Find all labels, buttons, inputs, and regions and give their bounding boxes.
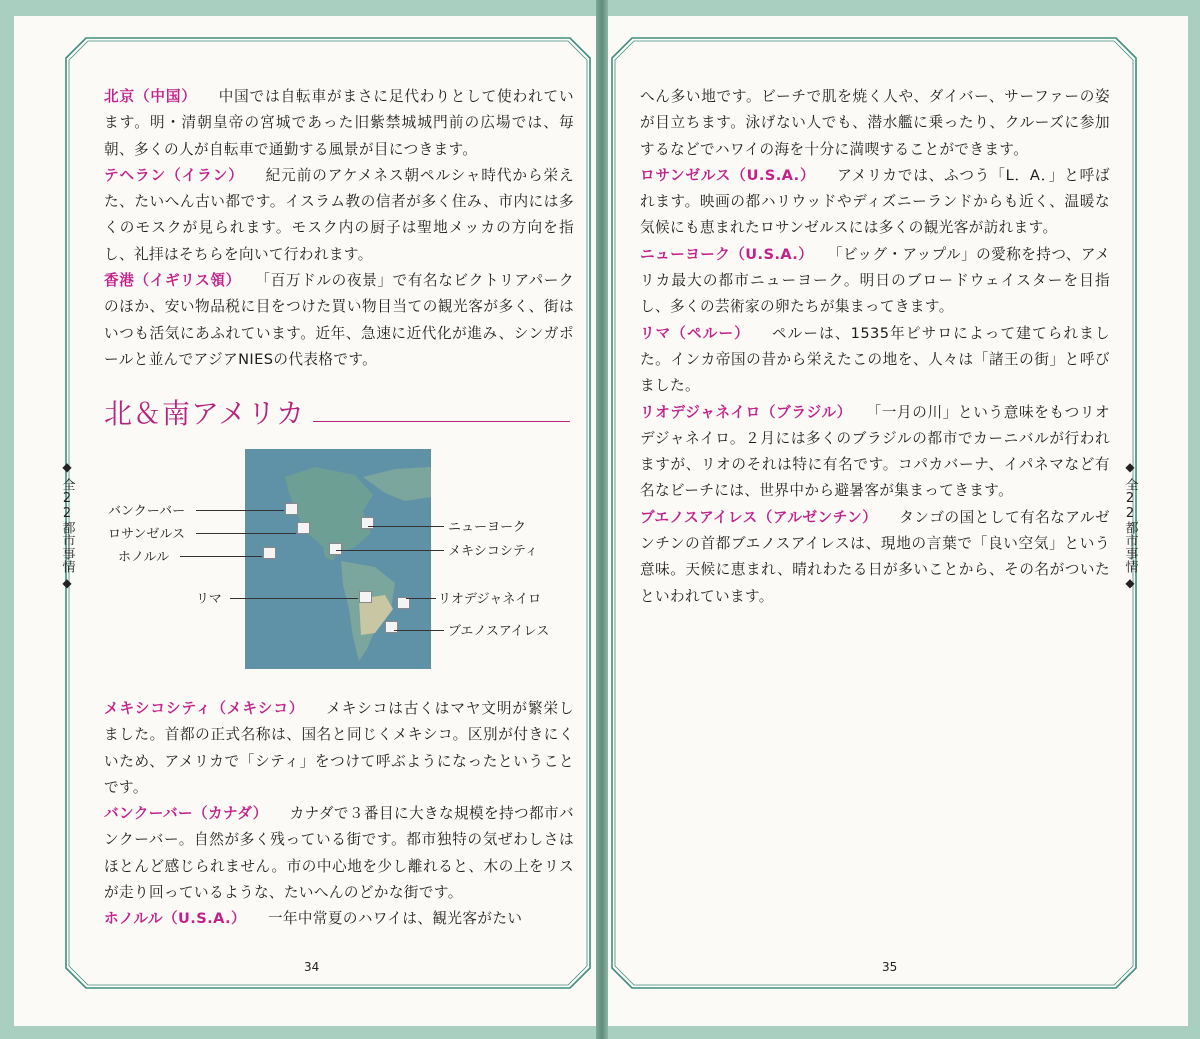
entry-vancouver xyxy=(104,801,574,906)
entry-name: リオデジャネイロ（ブラジル） xyxy=(640,403,852,421)
section-title xyxy=(104,392,570,432)
entry-mexico-city xyxy=(104,696,574,801)
left-text-top xyxy=(104,84,574,373)
map-leader-line xyxy=(230,598,358,599)
buenos-aires-marker xyxy=(385,621,398,633)
new-york-marker xyxy=(361,517,374,529)
entry-name: 香港（イギリス領） xyxy=(104,272,241,290)
right-sidebar-tab xyxy=(1121,460,1139,591)
diamond-icon: ◆ xyxy=(62,576,72,590)
map-leader-line xyxy=(368,526,444,527)
mexico-city-marker xyxy=(329,543,342,555)
section-title-text: 北＆南アメリカ xyxy=(104,397,306,430)
entry-text: メキシコは古くはマヤ文明が繁栄しました。首都の正式名称は、国名と同じくメキシコ。区別が付きにくいため、アメリカで「シティ」をつけて呼ぶようになったということです。 xyxy=(104,700,574,796)
lima-marker xyxy=(359,591,372,603)
entry-text: ペルーは、1535年ピサロによって建てられました。インカ帝国の昔から栄えたこの地を、人々は「諸王の街」と呼びました。 xyxy=(640,324,1110,395)
entry-name: リマ（ペルー） xyxy=(640,324,750,342)
diamond-icon: ◆ xyxy=(62,460,72,474)
continent-shapes xyxy=(245,449,431,669)
entry-honolulu xyxy=(104,906,574,932)
entry-text: 一年中常夏のハワイは、観光客がたい xyxy=(267,910,523,928)
map-label-honolulu: ホノルル xyxy=(118,550,170,565)
entry-text: 「一月の川」という意味をもつリオデジャネイロ。２月には多くのブラジルの都市でカーニバルが行われますが、リオのそれは特に有名です。コパカバーナ、イパネマなど有名なビーチには、世界中から避暑客が集まってきます。 xyxy=(640,403,1110,500)
map-label-new-york: ニューヨーク xyxy=(448,520,527,535)
map-label-buenos-aires: ブエノスアイレス xyxy=(448,624,550,639)
entry-rio xyxy=(640,400,1110,505)
entry-los-angeles xyxy=(640,163,1110,242)
entry-text: 「百万ドルの夜景」で有名なビクトリアパークのほか、安い物品税に目をつけた買い物目当ての観光客が多く、街はいつも活気にあふれています。近年、急速に近代化が進み、シンガポールと並んでアジアNIESの代表格です。 xyxy=(104,272,574,368)
diamond-icon: ◆ xyxy=(1125,576,1135,590)
page-number-left: 34 xyxy=(304,960,320,974)
map-leader-line xyxy=(394,630,444,631)
entry-name: ブエノスアイレス（アルゼンチン） xyxy=(640,508,878,526)
map-leader-line xyxy=(406,598,436,599)
entry-beijing xyxy=(104,84,574,163)
map-label-lima: リマ xyxy=(196,592,222,607)
sidebar-text: 全22都市事情 xyxy=(1122,478,1138,573)
entry-text: 「ビッグ・アップル」の愛称を持つ、アメリカ最大の都市ニューヨーク。明日のブロードウェイスターを目指し、多くの芸術家の卵たちが集まってきます。 xyxy=(640,245,1110,316)
map-label-vancouver: バンクーバー xyxy=(108,504,186,519)
americas-map xyxy=(245,449,431,669)
entry-text: タンゴの国として有名なアルゼンチンの首都ブエノスアイレスは、現地の言葉で「良い空気」という意味。天候に恵まれ、晴れわたる日が多いことから、その名がついたといわれています。 xyxy=(640,508,1110,605)
left-sidebar-tab xyxy=(58,460,76,591)
map-leader-line xyxy=(196,533,296,534)
entry-name: メキシコシティ（メキシコ） xyxy=(104,700,305,717)
map-label-los-angeles: ロサンゼルス xyxy=(108,527,185,542)
map-label-mexico-city: メキシコシティ xyxy=(448,544,538,559)
left-text-bottom xyxy=(104,696,574,933)
entry-text: アメリカでは、ふつう「L．A．」と呼ばれます。映画の都ハリウッドやディズニーランドからも近く、温暖な気候にも恵まれたロサンゼルスには多くの観光客が訪れます。 xyxy=(640,166,1110,237)
map-leader-line xyxy=(180,556,262,557)
entry-buenos-aires xyxy=(640,505,1110,610)
entry-text: カナダで３番目に大きな規模を持つ都市バンクーバー。自然が多く残っている街です。都市独特の気ぜわしさはほとんど感じられません。市の中心地を少し離れると、木の上をリスが走り回っているような、たいへんのどかな街です。 xyxy=(104,805,574,902)
right-text xyxy=(640,84,1110,610)
entry-text: 中国では自転車がまさに足代わりとして使われています。明・清朝皇帝の宮城であった旧紫禁城城門前の広場では、毎朝、多くの人が自転車で通勤する風景が目につきます。 xyxy=(104,88,574,158)
entry-new-york xyxy=(640,242,1110,321)
section-title-rule xyxy=(313,421,570,422)
map-leader-line xyxy=(336,550,444,551)
page-number-right: 35 xyxy=(882,960,898,974)
diamond-icon: ◆ xyxy=(1125,460,1135,474)
sidebar-text: 全22都市事情 xyxy=(59,478,75,573)
map-label-rio: リオデジャネイロ xyxy=(438,592,542,607)
honolulu-marker xyxy=(263,547,276,559)
entry-honolulu-cont: へん多い地です。ビーチで肌を焼く人や、ダイバー、サーファーの姿が目立ちます。泳げない人でも、潜水艦に乗ったり、クルーズに参加するなどでハワイの海を十分に満喫することができます。 xyxy=(640,88,1110,158)
entry-name: バンクーバー（カナダ） xyxy=(104,805,268,823)
entry-name: ニューヨーク（U.S.A.） xyxy=(640,245,814,263)
map-leader-line xyxy=(196,510,284,511)
entry-hongkong xyxy=(104,268,574,373)
entry-tehran xyxy=(104,163,574,268)
entry-text: 紀元前のアケメネス朝ペルシャ時代から栄えた、たいへん古い都です。イスラム教の信者が多く住み、市内には多くのモスクが見られます。モスク内の厨子は聖地メッカの方向を指し、礼拝はそちらを向いて行われます。 xyxy=(104,166,575,263)
los-angeles-marker xyxy=(297,522,310,534)
vancouver-marker xyxy=(285,503,298,515)
entry-name: 北京（中国） xyxy=(104,88,197,105)
entry-lima xyxy=(640,321,1110,400)
entry-name: ホノルル（U.S.A.） xyxy=(104,910,246,928)
entry-name: ロサンゼルス（U.S.A.） xyxy=(640,166,816,184)
entry-name: テヘラン（イラン） xyxy=(104,166,244,184)
